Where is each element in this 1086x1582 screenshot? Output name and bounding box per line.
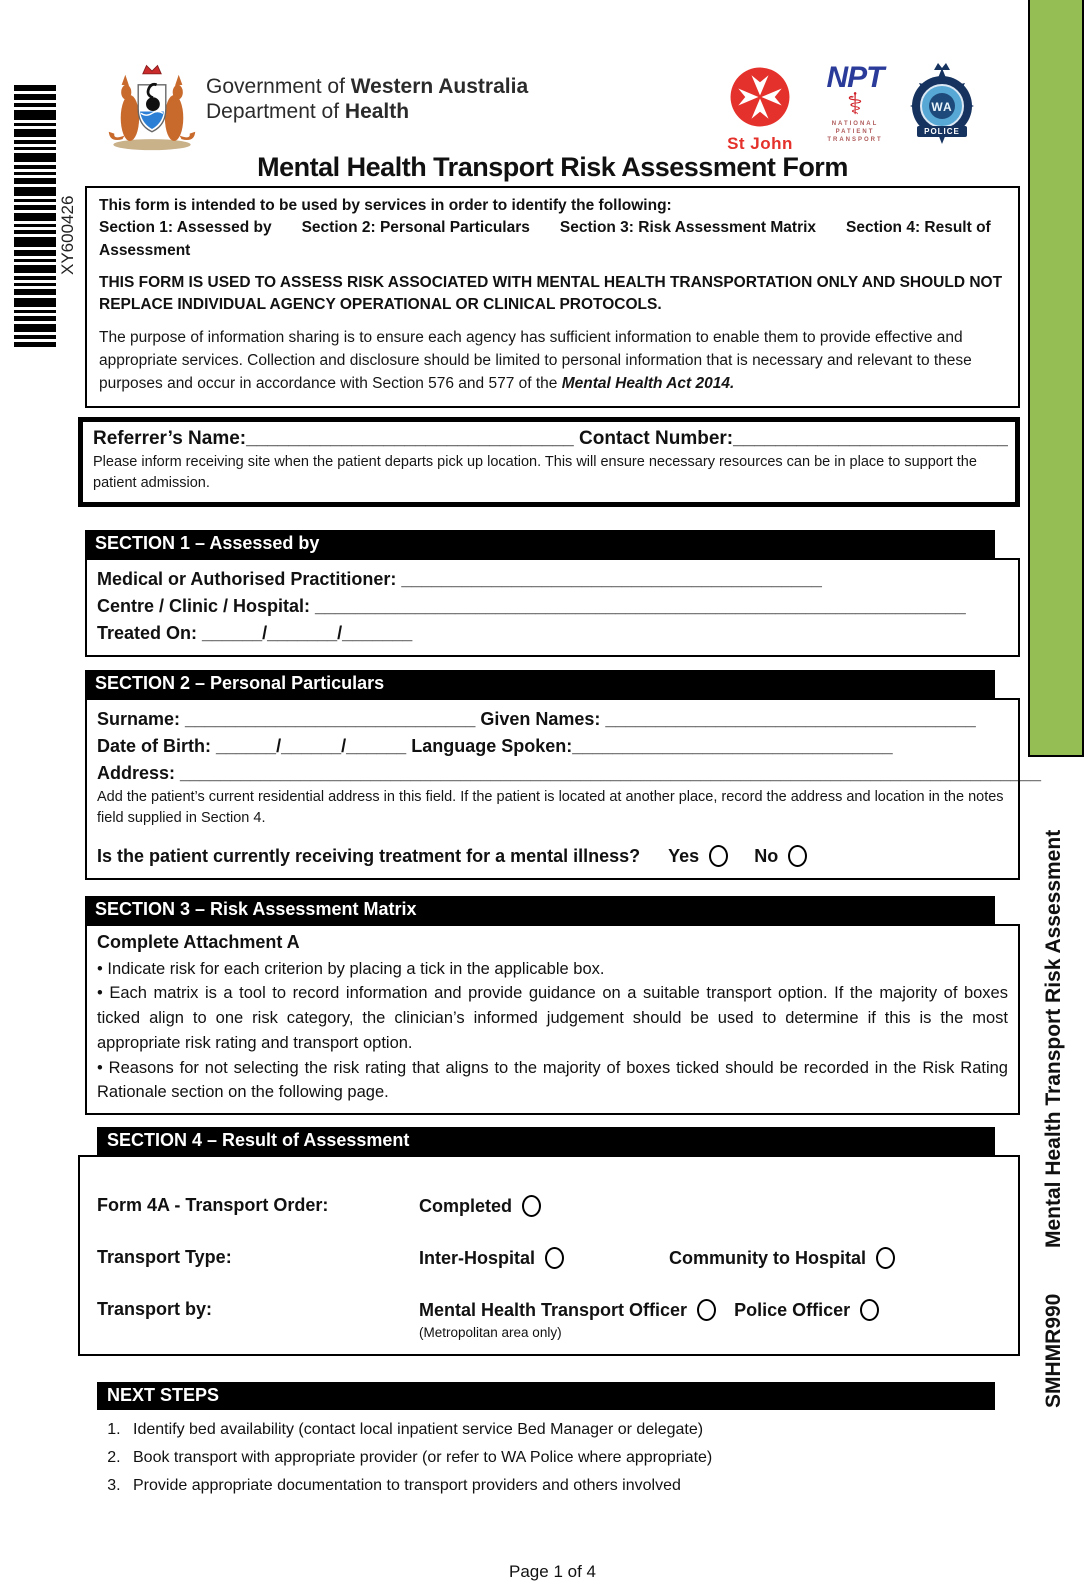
- yes-label: Yes: [668, 845, 700, 866]
- gov-line2-bold: Health: [344, 100, 410, 124]
- inter-hospital-label: Inter-Hospital: [419, 1247, 536, 1268]
- barcode: [14, 85, 56, 347]
- police-officer-radio[interactable]: [860, 1299, 879, 1321]
- section-2-box: [85, 698, 1041, 880]
- stjohn-label: St John: [727, 134, 793, 153]
- page-number: Page 1 of 4: [509, 1562, 596, 1582]
- inter-hospital-radio[interactable]: [545, 1247, 564, 1269]
- form-4a-label: Form 4A - Transport Order:: [97, 1195, 329, 1216]
- gov-line1-normal: Government of: [206, 75, 351, 98]
- gov-line1-bold: Western Australia: [350, 75, 529, 98]
- mhto-radio[interactable]: [697, 1299, 716, 1321]
- address-label: Address:: [97, 762, 181, 783]
- referrer-name-field[interactable]: _______________________________: [246, 427, 574, 449]
- bullet-item: • Reasons for not selecting the risk rating that aligns to the majority of boxes ticked should be recorded in the Risk Rating Rationale section on the following page.: [97, 1056, 1008, 1106]
- green-accent-bar: [1028, 0, 1084, 757]
- intro-section-1: Section 1: Assessed by: [99, 219, 272, 237]
- language-spoken-label: Language Spoken:: [406, 735, 573, 756]
- content-column: [85, 152, 1041, 1582]
- next-step-item: 2. Book transport with appropriate provider (or refer to WA Police where appropriate): [125, 1444, 1020, 1472]
- stjohn-logo: [718, 66, 802, 154]
- section-4-header: SECTION 4 – Result of Assessment: [97, 1127, 995, 1155]
- police-wa-text: WA: [931, 100, 953, 114]
- next-steps-header: NEXT STEPS: [97, 1382, 995, 1410]
- intro-purpose-paragraph: [99, 326, 1006, 396]
- intro-box: [85, 186, 1020, 408]
- surname-field[interactable]: _____________________________: [185, 708, 476, 729]
- npt-sub-line2: PATIENT: [835, 128, 875, 135]
- referrer-box: [78, 417, 1020, 507]
- centre-clinic-hospital-field[interactable]: _________________________________________________________________: [315, 595, 966, 616]
- next-step-item: 1. Identify bed availability (contact local inpatient service Bed Manager or delegate): [125, 1416, 1020, 1444]
- sidebar-vertical-title: Mental Health Transport Risk Assessment: [1042, 829, 1065, 1248]
- language-spoken-field[interactable]: ________________________________: [572, 735, 893, 756]
- practitioner-label: Medical or Authorised Practitioner:: [97, 568, 402, 589]
- metropolitan-note: (Metropolitan area only): [419, 1325, 562, 1341]
- dob-label: Date of Birth:: [97, 735, 216, 756]
- transport-type-row: [97, 1247, 1008, 1269]
- attachment-a-subheading: Complete Attachment A: [97, 931, 300, 952]
- section-3-bullet-list: [97, 957, 1008, 1106]
- page-title: Mental Health Transport Risk Assessment Form: [257, 152, 848, 182]
- intro-caps-statement: THIS FORM IS USED TO ASSESS RISK ASSOCIATED WITH MENTAL HEALTH TRANSPORTATION ONLY AND SHOULD NOT REPLACE INDIVIDUAL AGENCY OPERATIONAL OR CLINICAL PROTOCOLS.: [99, 274, 1003, 314]
- bullet-item: • Each matrix is a tool to record information and provide guidance on a suitable transport option. If the majority of boxes ticked align to one risk category, the clinician’s informed judgement should be used to determine if this is the most appropriate risk rating and transport option.: [97, 981, 1008, 1055]
- community-to-hospital-radio[interactable]: [876, 1247, 895, 1269]
- npt-sub-line1: NATIONAL: [831, 120, 879, 127]
- section-4-box: [78, 1155, 1020, 1356]
- police-officer-label: Police Officer: [734, 1299, 851, 1320]
- section-1: [85, 530, 1020, 657]
- section-3: [85, 896, 1020, 1116]
- transport-by-label: Transport by:: [97, 1299, 213, 1320]
- npt-caduceus-icon: ⚕: [846, 88, 864, 121]
- transport-type-label: Transport Type:: [97, 1247, 232, 1268]
- section-3-box: [85, 924, 1020, 1116]
- community-to-hospital-label: Community to Hospital: [669, 1247, 866, 1268]
- contact-number-field[interactable]: __________________________: [733, 427, 1008, 449]
- next-steps-list: [107, 1416, 1020, 1500]
- treated-on-date-field[interactable]: ______/_______/_______: [202, 622, 413, 643]
- treatment-question-row: [97, 843, 1008, 870]
- wa-coat-of-arms-logo: [106, 60, 198, 152]
- treated-on-label: Treated On:: [97, 622, 203, 643]
- yes-radio[interactable]: [709, 845, 728, 867]
- address-note: Add the patient’s current residential address in this field. If the patient is located at another place, record the address and location in the notes field supplied in Section 4.: [97, 788, 1004, 826]
- given-names-label: Given Names:: [475, 708, 606, 729]
- government-wordmark: [206, 74, 528, 124]
- transport-by-row: [97, 1299, 1008, 1340]
- intro-section-3: Section 3: Risk Assessment Matrix: [559, 219, 817, 237]
- gov-line2-normal: Department of: [206, 100, 345, 124]
- intro-line1: This form is intended to be used by services in order to identify the following:: [99, 197, 672, 214]
- treatment-question: Is the patient currently receiving treatment for a mental illness?: [97, 845, 641, 866]
- next-steps-section: [85, 1382, 1020, 1500]
- police-banner-text: POLICE: [917, 126, 967, 137]
- section-1-header: SECTION 1 – Assessed by: [85, 530, 995, 558]
- dob-field[interactable]: ______/______/______: [216, 735, 407, 756]
- sidebar-form-code: SMHMR990: [1042, 1293, 1065, 1408]
- npt-sub-line3: TRANSPORT: [827, 137, 883, 144]
- completed-label: Completed: [419, 1195, 513, 1216]
- referrer-line: [93, 427, 1008, 450]
- surname-label: Surname:: [97, 708, 186, 729]
- intro-purpose-text: The purpose of information sharing is to ensure each agency has sufficient information to enable them to provide effective and appropriate services. Collection and disclosure should be limited to personal information that is necessary and relevant to these purposes and occur in accordance with Section 576 and 577 of the: [99, 328, 972, 393]
- centre-clinic-hospital-label: Centre / Clinic / Hospital:: [97, 595, 316, 616]
- given-names-field[interactable]: _____________________________________: [605, 708, 976, 729]
- completed-radio[interactable]: [522, 1195, 541, 1217]
- no-radio[interactable]: [788, 845, 807, 867]
- address-field[interactable]: ______________________________________________________________________________________: [180, 762, 1041, 783]
- next-step-item: 3. Provide appropriate documentation to transport providers and others involved: [125, 1472, 1020, 1500]
- referrer-name-label: Referrer’s Name:: [93, 427, 247, 449]
- section-3-header: SECTION 3 – Risk Assessment Matrix: [85, 896, 995, 924]
- section-2: [85, 670, 1041, 880]
- mental-health-act-reference: Mental Health Act 2014.: [561, 375, 735, 393]
- npt-logo: [810, 61, 900, 145]
- form-4a-row: [97, 1195, 1008, 1217]
- section-1-box: [85, 558, 1020, 657]
- practitioner-field[interactable]: __________________________________________: [401, 568, 822, 589]
- bullet-item: • Indicate risk for each criterion by placing a tick in the applicable box.: [97, 957, 1008, 982]
- contact-number-label: Contact Number:: [573, 427, 734, 449]
- stjohn-cross-icon: [729, 66, 791, 128]
- mhto-label: Mental Health Transport Officer: [419, 1299, 688, 1320]
- no-label: No: [754, 845, 779, 866]
- section-4: [85, 1127, 1020, 1356]
- section-2-header: SECTION 2 – Personal Particulars: [85, 670, 995, 698]
- intro-section-4: Section 4: Result of Assessment: [99, 219, 991, 259]
- intro-sections-line: [99, 217, 1006, 262]
- npt-wordmark: NPT: [826, 61, 884, 94]
- intro-section-2: Section 2: Personal Particulars: [301, 219, 530, 237]
- wa-police-logo: [906, 60, 978, 156]
- referrer-note: Please inform receiving site when the patient departs pick up location. This will ensure necessary resources can be in place to support the patient admission.: [93, 453, 977, 491]
- barcode-number: XY600426: [58, 195, 77, 275]
